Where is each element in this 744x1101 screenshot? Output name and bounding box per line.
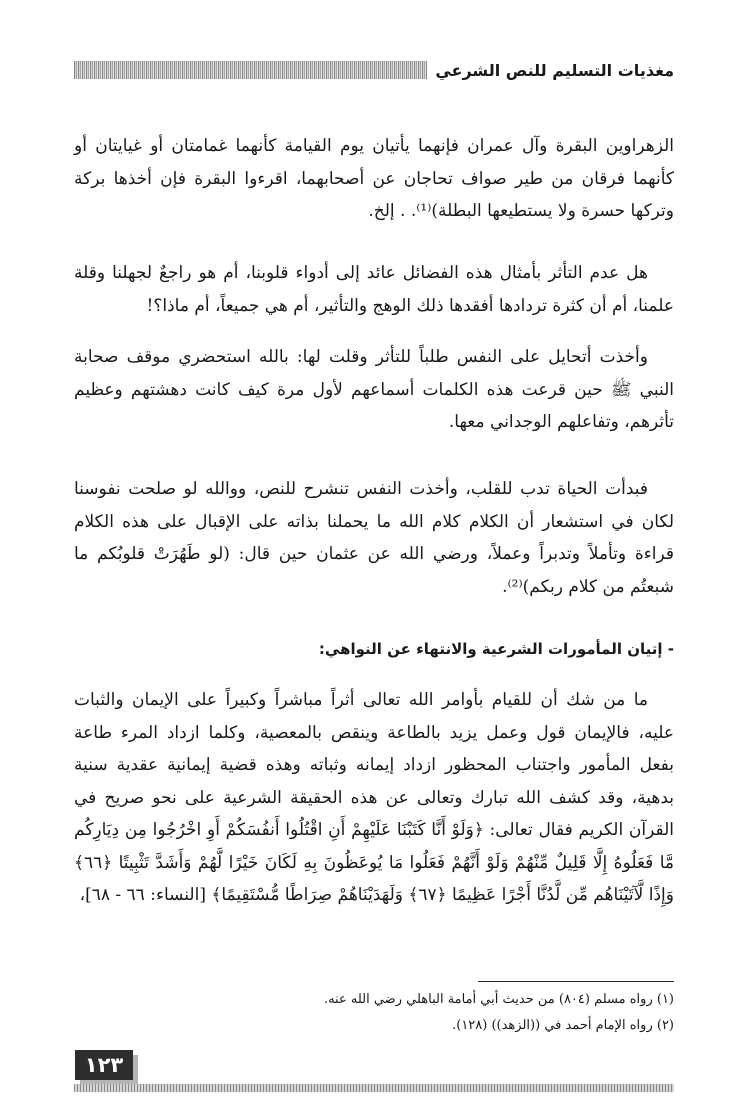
running-header xyxy=(74,56,674,84)
paragraph-4: فبدأت الحياة تدب للقلب، وأخذت النفس تنشرح للنص، ووالله لو صلحت نفوسنا لكان في استشعار أن الكلام كلام الله ما يحملنا بذاته على الإقبال على هذه الكلام قراءة وتأملاً وتدبراً وعملاً، ورضي الله عن عثمان حين قال: (لو طَهُرَتْ قلوبُكم ما شبعتُم من كلام ربكم)⁽²⁾. xyxy=(74,479,674,597)
footnote-2: (٢) رواه الإمام أحمد في ((الزهد)) (١٢٨). xyxy=(452,1018,674,1033)
footnote-separator xyxy=(478,981,674,982)
header-decorative-band xyxy=(74,61,427,79)
section-heading: - إتيان المأمورات الشرعية والانتهاء عن النواهي: xyxy=(318,640,674,658)
footnote-1: (١) رواه مسلم (٨٠٤) من حديث أبي أمامة الباهلي رضي الله عنه. xyxy=(323,992,674,1007)
header-title: مغذيات التسليم للنص الشرعي xyxy=(435,60,674,80)
paragraph-1: الزهراوين البقرة وآل عمران فإنهما يأتيان يوم القيامة كأنهما غمامتان أو غيايتان أو كأنهما فرقان من طير صواف تحاجان عن أصحابهما، اقرءوا البقرة فإن أخذها بركة وتركها حسرة ولا يستطيعها البطلة)⁽¹⁾. . إلخ. xyxy=(74,136,674,221)
paragraph-5: ما من شك أن للقيام بأوامر الله تعالى أثراً مباشراً وكبيراً على الإيمان والثبات عليه، فالإيمان قول وعمل يزيد بالطاعة وينقص بالمعصية، وكلما ازداد المرء طاعة بفعل المأمور واجتناب المحظور ازداد إيمانه وثباته وهذه قضية إيمانية عقدية سنية بدهية، وقد كشف الله تبارك وتعالى عن هذه الحقيقة الشرعية على نحو صريح في القرآن الكريم فقال تعالى: ﴿وَلَوْ أَنَّا كَتَبْنَا عَلَيْهِمْ أَنِ اقْتُلُوا أَنفُسَكُمْ أَوِ اخْرُجُوا مِن دِيَارِكُم مَّا فَعَلُوهُ إِلَّا قَلِيلٌ مِّنْهُمْ وَلَوْ أَنَّهُمْ فَعَلُوا مَا يُوعَظُونَ بِهِ لَكَانَ خَيْرًا لَّهُمْ وَأَشَدَّ تَثْبِيتًا ﴿٦٦﴾ وَإِذًا لَّآتَيْنَاهُم مِّن لَّدُنَّا أَجْرًا عَظِيمًا ﴿٦٧﴾ وَلَهَدَيْنَاهُمْ صِرَاطًا مُّسْتَقِيمًا﴾ [النساء: ٦٦ - ٦٨]، xyxy=(74,690,674,905)
paragraph-2: هل عدم التأثر بأمثال هذه الفضائل عائد إلى أدواء قلوبنا، أم هو راجعٌ لجهلنا وقلة علمنا، أم أن كثرة تردادها أفقدها ذلك الوهج والتأثير، أم هي جميعاً، أم ماذا؟! xyxy=(74,263,674,316)
page-number: ١٢٣ xyxy=(75,1050,133,1080)
paragraph-3: وأخذت أتحايل على النفس طلباً للتأثر وقلت لها: بالله استحضري موقف صحابة النبي ﷺ حين قرعت هذه الكلمات أسماعهم لأول مرة كيف كانت دهشتهم وعظيم تأثرهم، وتفاعلهم الوجداني معها. xyxy=(74,347,674,432)
footer-decorative-strip xyxy=(74,1084,674,1092)
